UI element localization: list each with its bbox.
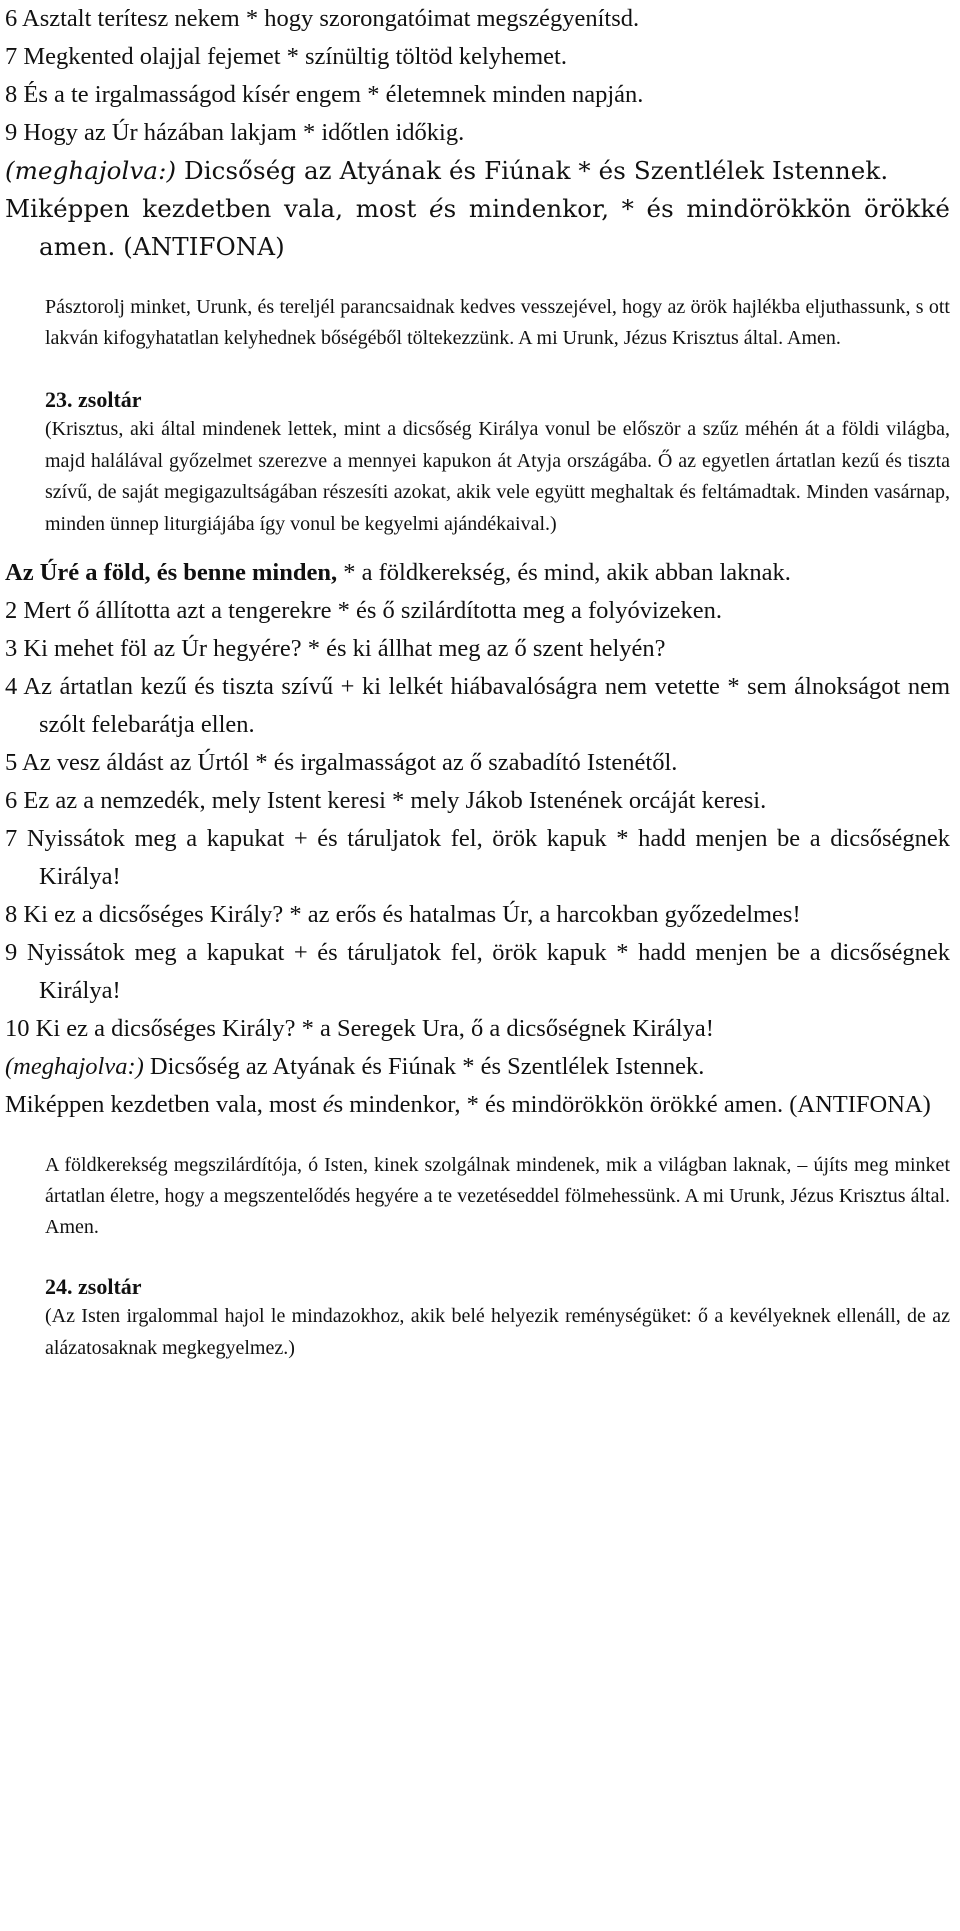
doxology-text: Miképpen kezdetben vala, most (5, 1091, 323, 1118)
doxology-text: Dicsőség az Atyának és Fiúnak * és Szentlélek Istennek. (176, 156, 889, 185)
verse-line: 9 Hogy az Úr házában lakjam * időtlen időkig. (5, 119, 465, 146)
doxology-2 (5, 1048, 950, 1124)
verse-text: * a földkerekség, és mind, akik abban laknak. (337, 559, 791, 586)
psalm-verse-1 (5, 554, 950, 592)
doxology-line-2 (5, 1086, 950, 1124)
psalm-verse: 9 Nyissátok meg a kapukat + és táruljatok fel, örök kapuk * hadd menjen be a dicsőségnek Királya! (5, 939, 950, 1004)
doxology-1 (5, 152, 950, 266)
verse-line: 6 Asztalt terítesz nekem * hogy szorongatóimat megszégyenítsd. (5, 5, 640, 32)
psalm-verse: 4 Az ártatlan kezű és tiszta szívű + ki lelkét hiábavalóságra nem vetette * sem álnokságot nem szólt felebarátja ellen. (5, 673, 950, 738)
psalm-verse: 8 Ki ez a dicsőséges Király? * az erős és hatalmas Úr, a harcokban győzedelmes! (5, 901, 801, 928)
psalm-24 (5, 1273, 950, 1364)
psalm-verse: 3 Ki mehet föl az Úr hegyére? * és ki állhat meg az ő szent helyén? (5, 635, 666, 662)
psalm-verse: 6 Ez az a nemzedék, mely Istent keresi * mely Jákob Istenének orcáját keresi. (5, 787, 767, 814)
doxology-line-2 (5, 190, 950, 266)
closing-prayer: Pásztorolj minket, Urunk, és tereljél parancsaidnak kedves vesszejével, hogy az örök hajlékba eljuthassunk, s ott lakván kifogyhatatlan kelyhednek bőségéből töltekezzünk. A mi Urunk, Jézus Krisztus által. Amen. (45, 296, 950, 349)
psalm-verse: 2 Mert ő állította azt a tengerekre * és ő szilárdította meg a folyóvizeken. (5, 597, 723, 624)
kneel-rubric: (meghajolva:) (5, 156, 177, 185)
psalm-intro: (Krisztus, aki által mindenek lettek, mint a dicsőség Királya vonul be először a szűz méhén át a földi világba, majd halálával győzelmet szerezve a mennyei kapukon át Atyja országába. Ő az egyetlen ártatlan kezű és tiszta szívű, de saját megigazultságában részesíti azokat, akik vele együtt meghaltak és feltámadtak. Minden vasárnap, minden ünnep liturgiájába így vonul be kegyelmi ajándékaival.) (45, 418, 950, 535)
doxology-line-1 (5, 152, 950, 190)
psalm-intro: (Az Isten irgalommal hajol le mindazokhoz, akik belé helyezik reménységüket: ő a kevélyeknek ellenáll, de az alázatosaknak megkegyelmez.) (45, 1305, 950, 1359)
psalm-verse: 5 Az vesz áldást az Úrtól * és irgalmasságot az ő szabadító Istenétől. (5, 749, 678, 776)
psalm-verse: 7 Nyissátok meg a kapukat + és táruljatok fel, örök kapuk * hadd menjen be a dicsőségnek Királya! (5, 825, 950, 890)
doxology-line-1 (5, 1048, 950, 1086)
antifona-marker: (ANTIFONA) (123, 232, 285, 261)
doxology-text: s mindenkor, * és mindörökkön örökké amen. (39, 194, 950, 261)
antifona-marker: (ANTIFONA) (789, 1091, 931, 1118)
incipit: Az Úré a föld, és benne minden, (5, 559, 338, 586)
top-verses (5, 0, 950, 152)
doxology-text: é (322, 1091, 334, 1118)
psalm-verse: 10 Ki ez a dicsőséges Király? * a Seregek Ura, ő a dicsőségnek Királya! (5, 1015, 714, 1042)
psalm-23 (5, 386, 950, 1048)
verse-line: 7 Megkented olajjal fejemet * színültig töltöd kelyhemet. (5, 43, 567, 70)
doxology-text: é (429, 194, 444, 223)
psalm-title: 23. zsoltár (45, 387, 142, 412)
doxology-text: s mindenkor, * és mindörökkön örökké amen. (333, 1091, 784, 1118)
psalm-title: 24. zsoltár (45, 1274, 142, 1299)
doxology-text: Miképpen kezdetben vala, most (5, 194, 430, 223)
closing-prayer: A földkerekség megszilárdítója, ó Isten, kinek szolgálnak mindenek, mik a világban laknak, – újíts meg minket ártatlan életre, hogy a megszentelődés hegyére a te vezetéseddel fölmehessünk. A mi Urunk, Jézus Krisztus által. Amen. (45, 1154, 950, 1238)
verse-line: 8 És a te irgalmasságod kísér engem * életemnek minden napján. (5, 81, 644, 108)
kneel-rubric: (meghajolva:) (5, 1053, 144, 1080)
doxology-text: Dicsőség az Atyának és Fiúnak * és Szentlélek Istennek. (143, 1053, 705, 1080)
